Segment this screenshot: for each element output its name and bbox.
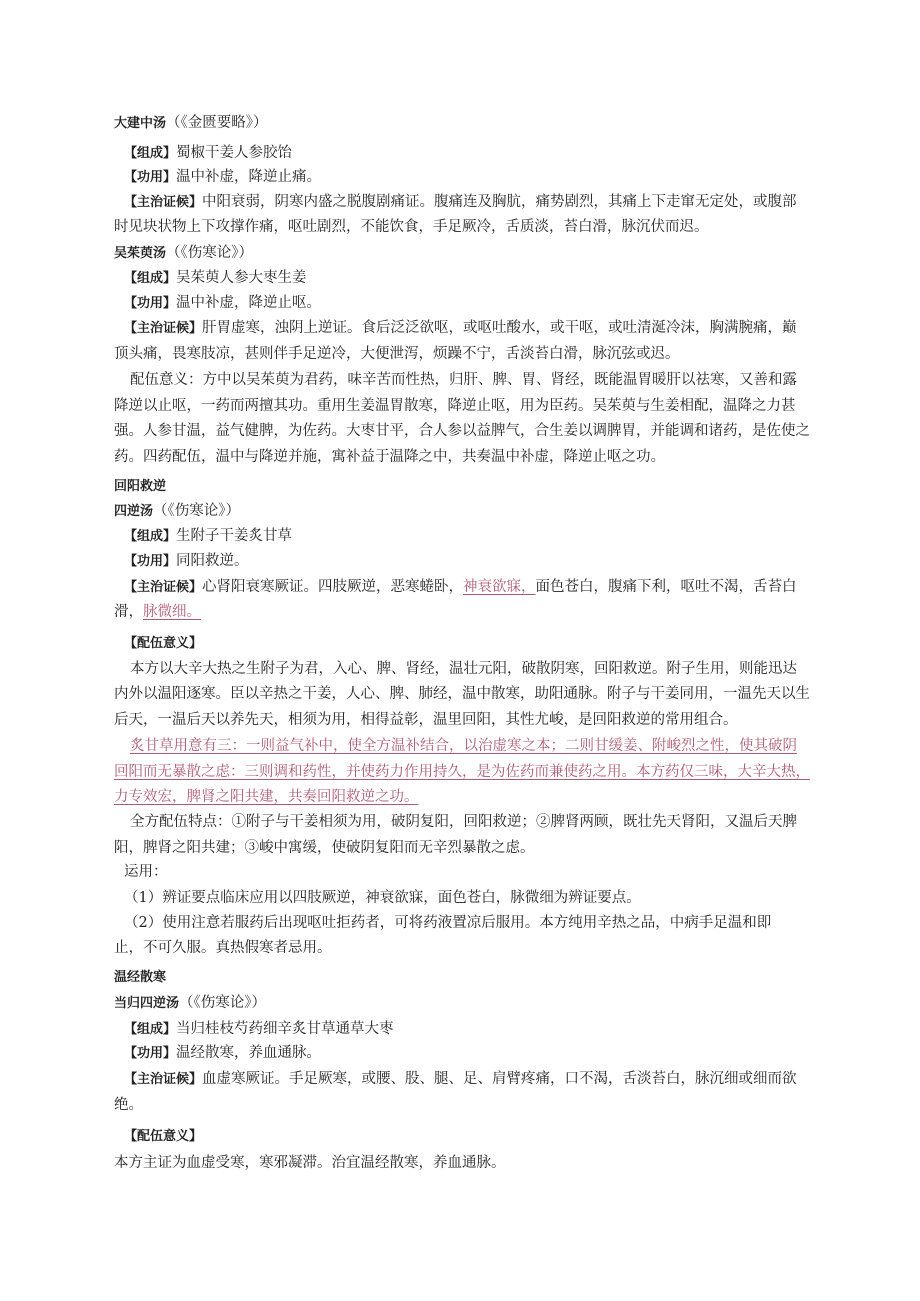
formula-title-dangguisini	[114, 993, 845, 1014]
usage-item-cont: 止，不可久服。真热假寒者忌用。	[114, 940, 332, 956]
formula-name: 吴茱萸汤	[114, 246, 167, 261]
indication-text: 中阳衰弱，阴寒内盛之脱腹剧痛证。腹痛连及胸肮，痛势剧烈，其痛上下走窜无定处，或腹部	[202, 194, 797, 210]
indication-cont: 时见块状物上下攻撑作痛，呕吐剧烈，不能饮食，手足厥冷，舌质淡，苔白滑，脉沉伏而迟。	[114, 219, 709, 235]
indication-label: 【主治证候】	[124, 321, 203, 336]
indication-label: 【主治证候】	[124, 195, 203, 210]
composition-label: 【组成】	[124, 146, 177, 161]
meaning-paragraph-line: 强。人参甘温，益气健脾，为佐药。大枣甘平，合人参以益脾气，合生姜以调脾胃，并能调和诸药，是佐使之	[114, 423, 810, 439]
meaning-paragraph-line: 本方主证为血虚受寒，寒邪凝滞。治宜温经散寒，养血通脉。	[114, 1155, 506, 1171]
meaning-label: 【配伍意义】	[124, 636, 203, 651]
formula-title-wuzhuyu	[114, 243, 845, 264]
composition-text: 吴茱萸人参大枣生姜	[176, 270, 307, 286]
indication-label: 【主治证候】	[124, 1072, 203, 1087]
features-paragraph-line: 阳，脾肾之阳共建；③峻中寓缓，使破阴复阳而无辛烈暴散之虑。	[114, 840, 535, 856]
indication-row	[124, 1069, 845, 1090]
meaning-paragraph-line: 内外以温阳逐寒。臣以辛热之干姜，人心、脾、肺经，温中散寒，助阳通脉。附子与干姜同用，一温先天以生	[114, 686, 810, 702]
indication-text: 血虚寒厥证。手足厥寒，或腰、股、腿、足、肩臂疼痛，口不渴，舌淡苔白，脉沉细或细而欲	[202, 1071, 797, 1087]
composition-row	[124, 526, 845, 547]
formula-source: （《伤寒论》）	[179, 995, 267, 1011]
indication-text: 肝胃虚寒，浊阴上逆证。食后泛泛欲呕，或呕吐酸水，或干呕，或吐清涎冷沫，胸满腕痛，巅	[202, 320, 797, 336]
category-heading: 回阳救逆	[114, 479, 167, 494]
usage-item: （1）辨证要点临床应用以四肢厥逆，神衰欲寐，面色苍白，脉微细为辨证要点。	[124, 890, 641, 906]
usage-label: 运用：	[124, 864, 168, 880]
indication-row	[124, 192, 845, 213]
function-row	[124, 167, 845, 188]
indication-text: 心肾阳衰寒厥证。四肢厥逆，恶寒蜷卧，	[202, 579, 464, 595]
function-text: 温中补虚，降逆止呕。	[176, 295, 322, 311]
composition-row	[124, 268, 845, 289]
features-paragraph-line: 全方配伍特点：①附子与干姜相须为用，破阴复阳，回阳救逆；②脾肾两顾，既壮先天肾阳，又温后天脾	[130, 814, 797, 830]
meaning-paragraph-line: 药。四药配伍，温中与降逆并施，寓补益于温降之中，共奏温中补虚，降逆止呕之功。	[114, 449, 665, 465]
function-text: 同阳救逆。	[176, 553, 249, 569]
highlight-annotation: 神衰欲寐，	[463, 579, 536, 595]
indication-cont: 顶头痛，畏寒肢凉，甚则伴手足逆冷，大便泄泻，烦躁不宁，舌淡苔白滑，脉沉弦或迟。	[114, 346, 680, 362]
composition-label: 【组成】	[124, 271, 177, 286]
indication-cont	[114, 602, 845, 622]
meaning-paragraph-line: 配伍意义：方中以吴茱萸为君药，味辛苦而性热，归肝、脾、胃、肾经，既能温胃暖肝以祛寒，又善和露	[130, 372, 797, 388]
function-label: 【功用】	[124, 554, 177, 569]
composition-text: 生附子干姜炙甘草	[176, 528, 293, 544]
composition-row	[124, 143, 845, 164]
indication-row	[124, 318, 845, 339]
indication-cont: 绝。	[114, 1097, 143, 1113]
indication-label: 【主治证候】	[124, 580, 203, 595]
composition-label: 【组成】	[124, 1022, 177, 1037]
function-label: 【功用】	[124, 170, 177, 185]
composition-label: 【组成】	[124, 529, 177, 544]
formula-name: 当归四逆汤	[114, 996, 180, 1011]
formula-source: （《伤寒论》）	[166, 245, 254, 261]
function-label: 【功用】	[124, 296, 177, 311]
function-row	[124, 293, 845, 314]
function-text: 温中补虚，降逆止痛。	[176, 169, 322, 185]
function-row	[124, 551, 845, 572]
meaning-paragraph-line: 后天，一温后天以养先天，相须为用，相得益彰，温里回阳，其性尤峻，是回阳救逆的常用组合。	[114, 712, 738, 728]
composition-row	[124, 1019, 845, 1040]
meaning-paragraph-line: 本方以大辛大热之生附子为君，入心、脾、肾经，温壮元阳，破散阴寒，回阳救逆。附子生用，则能迅达	[130, 661, 797, 677]
highlighted-paragraph-line: 回阳而无暴散之虑：三则调和药性，并使药力作用持久，是为佐药而兼使药之用。本方药仅三味，大辛大热，	[114, 764, 810, 780]
usage-item: （2）使用注意若服药后出现呕吐拒药者，可将药液置凉后服用。本方纯用辛热之品，中病手足温和即	[124, 915, 772, 931]
highlighted-paragraph-line: 炙甘草用意有三：一则益气补中，使全方温补结合，以治虚寒之本；二则甘缓姜、附峻烈之性，使其破阴	[130, 738, 797, 754]
category-heading: 温经散寒	[114, 970, 167, 985]
highlight-annotation: 脉微细。	[143, 604, 201, 620]
formula-source: （《伤寒论》）	[153, 503, 241, 519]
formula-title-sini	[114, 501, 845, 522]
formula-name: 四逆汤	[114, 504, 154, 519]
formula-source: （《金匮要略》）	[166, 115, 268, 131]
indication-text: 滑，	[114, 604, 143, 620]
function-row	[124, 1043, 845, 1064]
function-label: 【功用】	[124, 1046, 177, 1061]
composition-text: 当归桂枝芍药细辛炙甘草通草大枣	[176, 1021, 394, 1037]
formula-title-dajianzhong	[114, 113, 845, 134]
meaning-label: 【配伍意义】	[124, 1129, 203, 1144]
function-text: 温经散寒，养血通脉。	[176, 1045, 322, 1061]
formula-name: 大建中汤	[114, 116, 167, 131]
composition-text: 蜀椒干姜人参胶饴	[176, 145, 293, 161]
indication-row	[124, 577, 845, 598]
indication-text: 面色苍白，腹痛下利，呕吐不渴，舌苔白	[535, 579, 797, 595]
meaning-paragraph-line: 降逆以止呕，一药而两擅其功。重用生姜温胃散寒，降逆止呕，用为臣药。吴茱萸与生姜相配，温降之力甚	[114, 398, 796, 414]
highlighted-paragraph-line: 力专效宏，脾肾之阳共建，共奏回阳救逆之功。	[114, 789, 419, 805]
